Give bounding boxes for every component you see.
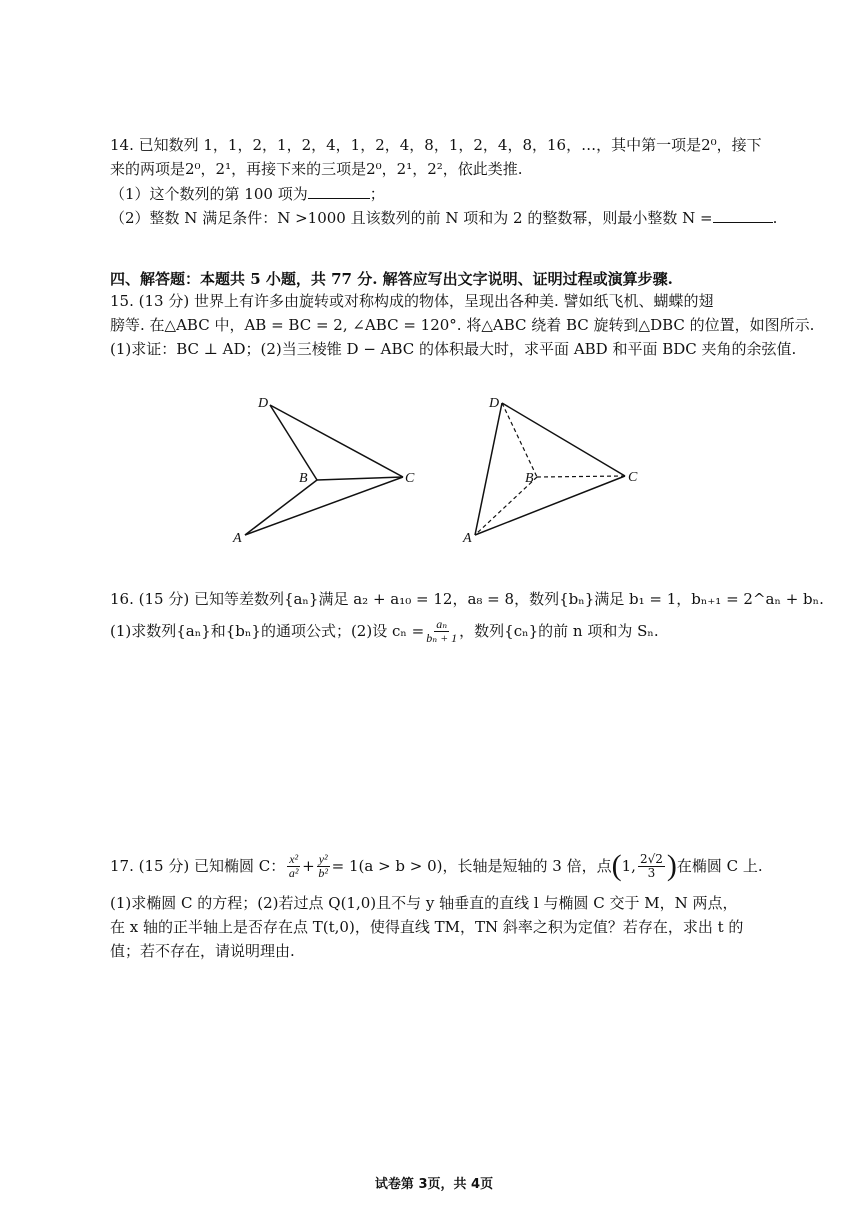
label-C: C [628, 470, 638, 485]
q17-paren-open: ( [611, 849, 622, 882]
edge-AC [245, 477, 403, 535]
edge-DA [475, 403, 502, 535]
q17-point-frac [638, 853, 665, 880]
section-4-heading: 四、解答题：本题共 5 小题，共 77 分. 解答应写出文字说明、证明过程或演算步骤. [110, 270, 673, 288]
label-D: D [258, 396, 269, 411]
q16-fraction [426, 618, 457, 645]
q17-frac-x-den: a² [288, 865, 299, 880]
q17-line4: 值；若不存在，请说明理由. [110, 942, 295, 960]
q17-frac-x [287, 853, 300, 880]
q17-line1-suffix: 在椭圆 C 上. [676, 857, 763, 875]
label-D: D [489, 396, 500, 411]
q17-line3: 在 x 轴的正半轴上是否存在点 T(t,0)，使得直线 TM，TN 斜率之积为定值？若存在，求出 t 的 [110, 918, 744, 936]
q17-point-num: 2√2 [639, 851, 663, 866]
q17-line2: (1)求椭圆 C 的方程；(2)若过点 Q(1,0)且不与 y 轴垂直的直线 l 与椭圆 C 交于 M，N 两点， [110, 894, 738, 912]
q16-frac-num: aₙ [436, 616, 448, 631]
q15-line2: 膀等. 在△ABC 中，AB = BC = 2, ∠ABC = 120°. 将△ABC 绕着 BC 旋转到△DBC 的位置，如图所示. [110, 316, 815, 334]
edge-BC [317, 477, 403, 480]
q14-part2-suffix: . [772, 209, 778, 227]
q16-line2 [110, 614, 659, 648]
q14-part2 [110, 208, 777, 227]
q14-line2: 来的两项是2⁰，2¹，再接下来的三项是2⁰，2¹，2²，依此类推. [110, 160, 523, 178]
q17-point-den: 3 [647, 865, 656, 880]
label-A: A [463, 531, 472, 546]
label-B: B [525, 471, 534, 486]
q14-line1: 14. 已知数列 1，1，2，1，2，4，1，2，4，8，1，2，4，8，16，…，其中第一项是2⁰，接下 [110, 136, 762, 154]
q17-line1 [110, 846, 763, 886]
q17-frac-x-num: x² [289, 851, 299, 866]
q16-frac-den: bₙ + 1 [426, 630, 458, 645]
q15-line1: 15. (13 分) 世界上有许多由旋转或对称构成的物体，呈现出各种美. 譬如纸飞机、蝴蝶的翅 [110, 292, 714, 310]
q16-line1: 16. (15 分) 已知等差数列{aₙ}满足 a₂ + a₁₀ = 12，a₈ = 8，数列{bₙ}满足 b₁ = 1，bₙ₊₁ = 2^aₙ + bₙ. [110, 590, 824, 608]
q16-line2-prefix: (1)求数列{aₙ}和{bₙ}的通项公式；(2)设 cₙ = [110, 622, 425, 640]
q14-part1 [110, 184, 385, 203]
q14-part1-suffix: ； [369, 185, 385, 203]
q14-answer-blank-2[interactable] [713, 208, 773, 223]
q17-frac-y-den: b² [318, 865, 328, 880]
label-C: C [405, 471, 415, 486]
q17-line1-prefix: 17. (15 分) 已知椭圆 C： [110, 857, 286, 875]
edge-DC [502, 403, 625, 476]
edge-DB [270, 405, 317, 480]
edge-AC [475, 476, 625, 535]
edge-DC [270, 405, 403, 477]
q14-part1-text: （1）这个数列的第 100 项为 [110, 185, 308, 203]
q17-paren-close: ) [666, 849, 677, 882]
page-footer: 试卷第 3页，共 4页 [374, 1177, 494, 1192]
q17-frac-y [317, 853, 330, 880]
q16-line2-suffix: ，数列{cₙ}的前 n 项和为 Sₙ. [459, 622, 659, 640]
figure-tetrahedron [455, 385, 655, 550]
q17-point-a: 1, [621, 857, 636, 875]
q17-line1-mid: = 1(a > b > 0)，长轴是短轴的 3 倍，点 [331, 857, 612, 875]
q17-plus: + [302, 857, 315, 875]
label-A: A [233, 531, 242, 546]
edge-BC-hidden [537, 476, 625, 477]
q15-line3: (1)求证：BC ⊥ AD；(2)当三棱锥 D − ABC 的体积最大时，求平面 ABD 和平面 BDC 夹角的余弦值. [110, 340, 797, 358]
edge-AB [245, 480, 317, 535]
label-B: B [299, 471, 308, 486]
q14-part2-text: （2）整数 N 满足条件：N >1000 且该数列的前 N 项和为 2 的整数幂，则最小整数 N = [110, 209, 713, 227]
figure-folded-triangles [225, 385, 425, 550]
q17-frac-y-num: y² [318, 851, 328, 866]
q14-answer-blank-1[interactable] [308, 184, 370, 199]
